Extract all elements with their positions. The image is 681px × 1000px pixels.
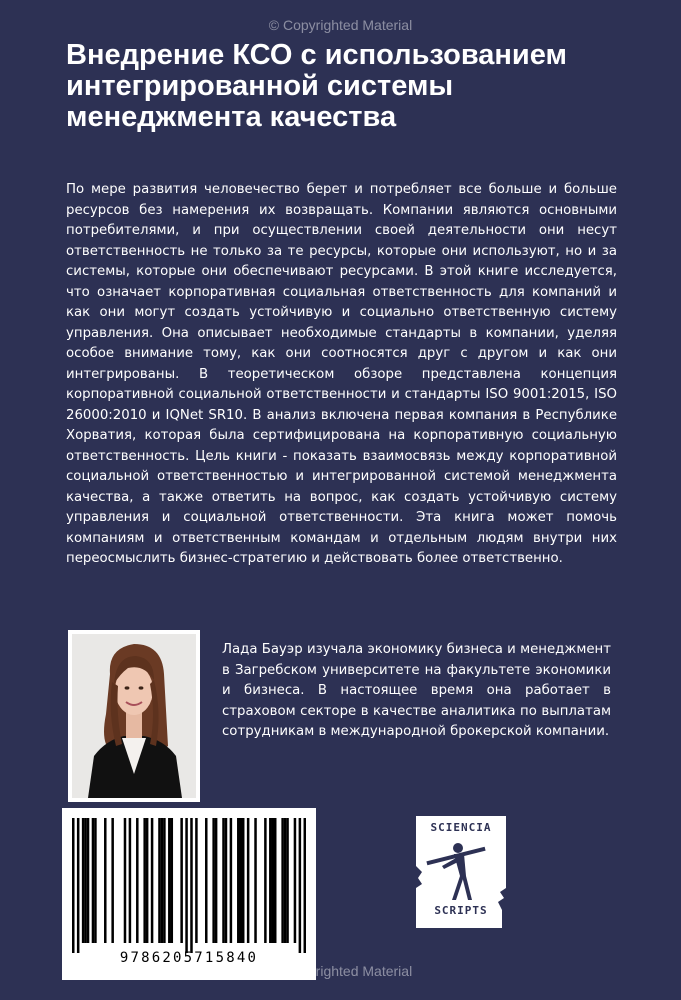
- barcode-bar: [230, 818, 233, 943]
- copyright-watermark-top: © Copyrighted Material: [268, 17, 413, 33]
- barcode-bar: [242, 818, 245, 943]
- barcode-bar: [269, 818, 272, 943]
- author-portrait-image: [72, 634, 196, 798]
- publisher-name-line1: SCIENCIA: [430, 821, 492, 834]
- copyright-watermark-bottom: © Copyrighted Material: [268, 963, 413, 979]
- barcode-bar: [77, 818, 80, 953]
- barcode-bar: [274, 818, 277, 943]
- barcode-bar: [247, 818, 250, 943]
- barcode-bar: [294, 818, 297, 943]
- barcode-bar: [272, 818, 275, 943]
- barcode-bar: [146, 818, 149, 943]
- barcode-bar: [72, 818, 75, 953]
- barcode-bar: [205, 818, 208, 943]
- barcode-bar: [304, 818, 306, 953]
- barcode-bar: [284, 818, 287, 943]
- barcode-bars: [72, 818, 306, 953]
- barcode-bar: [286, 818, 289, 943]
- barcode-bar: [171, 818, 174, 943]
- barcode-bar: [212, 818, 215, 943]
- barcode-bar: [87, 818, 90, 943]
- barcode-bar: [82, 818, 85, 943]
- barcode-bar: [84, 818, 87, 943]
- book-title: Внедрение КСО с использованием интегрированной системы менеджмента качества: [66, 39, 567, 133]
- barcode-bar: [111, 818, 114, 943]
- publisher-name-line2: SCRIPTS: [434, 904, 488, 917]
- barcode-bar: [129, 818, 132, 943]
- barcode-bar: [163, 818, 166, 943]
- barcode-bar: [190, 818, 193, 953]
- barcode-bar: [299, 818, 302, 953]
- barcode-bar: [94, 818, 97, 943]
- publisher-logo: [412, 814, 510, 930]
- barcode-bar: [104, 818, 107, 943]
- barcode-bar: [151, 818, 154, 943]
- book-description: По мере развития человечество берет и потребляет все больше и больше ресурсов без намерения их возвращать. Компании являются основными потребителями, и при осуществлении своей деятельности они несут ответственность не только за те ресурсы, которые они используют, но и за системы, которые они обеспечивают ресурсами. В этой книге исследуется, что означает корпоративная социальная ответственность для компаний и как они могут создать устойчивую и социально ответственную систему управления. Она описывает необходимые стандарты в компании, уделяя особое внимание тому, как они соотносятся друг с другом и как они интегрированы. В теоретическом обзоре представлена концепция корпоративной социальной ответственности и стандарты ISO 9001:2015, ISO 26000:2010 и IQNet SR10. В анализ включена первая компания в Республике Хорватия, которая была сертифицирована на корпоративную социальную ответственность. Цель книги - показать взаимосвязь между корпоративной социальной ответственностью и интегрированной системой менеджмента качества, а также ответить на вопрос, как создать устойчивую систему управления и социальной ответственности. Эта книга может помочь компаниям и ответственным командам и отдельным людям внутри них переосмыслить бизнес-стратегию и действовать более ответственно.: [66, 182, 617, 566]
- barcode-bar: [180, 818, 183, 943]
- author-photo: [68, 630, 200, 802]
- barcode-bar: [124, 818, 127, 943]
- barcode-bar: [254, 818, 257, 943]
- isbn-barcode: [62, 808, 316, 980]
- author-bio: Лада Бауэр изучала экономику бизнеса и менеджмент в Загребском университете на факультете экономики и бизнеса. В настоящее время она работает в страховом секторе в качестве аналитика по выплатам сотрудникам в международной брокерской компании.: [222, 642, 611, 739]
- barcode-bar: [136, 818, 139, 943]
- barcode-bar: [92, 818, 95, 943]
- barcode-bar: [215, 818, 218, 943]
- barcode-bar: [195, 818, 198, 943]
- barcode-bar: [222, 818, 225, 943]
- barcode-bar: [168, 818, 171, 943]
- barcode-bar: [185, 818, 188, 953]
- barcode-bar: [281, 818, 284, 943]
- barcode-bar: [143, 818, 146, 943]
- barcode-bar: [237, 818, 240, 943]
- isbn-number: 9786205715840: [119, 950, 259, 966]
- barcode-bar: [264, 818, 267, 943]
- barcode-bar: [239, 818, 242, 943]
- barcode-bar: [158, 818, 161, 943]
- barcode-bar: [161, 818, 164, 943]
- barcode-bar: [225, 818, 228, 943]
